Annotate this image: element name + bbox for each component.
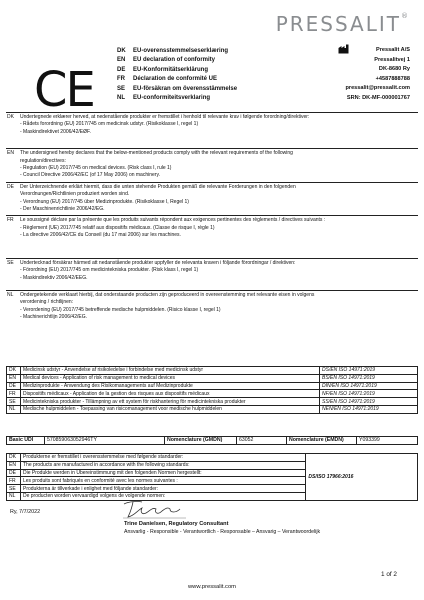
standard-description: Medical devices - Application of risk management to medical devices xyxy=(21,374,320,382)
declaration-line: - Maskindirektiv 2006/42/EEG. xyxy=(20,274,88,281)
footer-website: www.pressalit.com xyxy=(188,584,236,590)
language-code: NL xyxy=(7,405,21,413)
title-row xyxy=(117,46,307,56)
title-text: Déclaration de conformité UE xyxy=(133,76,218,83)
risk-standards-table xyxy=(6,366,418,414)
language-code: SE xyxy=(7,485,21,493)
declaration-line: Undertecknad försäkrar härmed att nedanstående produkter uppfyller de relevanta kraven i följande förordningar / direktiven: xyxy=(20,259,296,266)
language-code: DK xyxy=(7,114,14,120)
standard-description: Dispositifs médicaux - Application de la gestion des risques aux dispositifs médicaux xyxy=(21,390,320,398)
udi-label: Basic UDI xyxy=(7,437,45,445)
title-text: EU-overensstemmelseserklæring xyxy=(133,47,229,54)
declaration-dk xyxy=(6,112,418,138)
ce-mark: CE xyxy=(34,62,94,118)
language-code: FR xyxy=(7,390,21,398)
declaration-en xyxy=(6,148,418,182)
language-code: NL xyxy=(117,95,125,102)
manufacturer-address xyxy=(345,46,410,103)
declaration-line: - Règlement (UE) 2017/745 relatif aux dispositifs médicaux. (Classe de risque I, règle 1) xyxy=(20,224,215,231)
title-row xyxy=(117,94,307,104)
manufacturing-text: Produkterne er fremstillet i overensstemmelse med følgende standarder: xyxy=(20,454,305,462)
table-row xyxy=(7,390,418,398)
table-row xyxy=(7,437,418,445)
standard-reference: SS/EN ISO 14971:2019 xyxy=(320,398,418,406)
declaration-line: - Verordnung (EU) 2017/745 über Medizinprodukte. (Risikoklasse I, Regel 1) xyxy=(20,198,189,205)
declaration-line: - Maskindirektivet 2006/42/EØF. xyxy=(20,128,91,135)
language-code: SE xyxy=(7,398,21,406)
table-row xyxy=(7,405,418,413)
emdn-value: Y093399 xyxy=(357,437,418,445)
declaration-line: Der Unterzeichnende erklärt hiermit, dass die unten stehende Produkten gemäß die relevante Forderungen in den folgenden xyxy=(20,183,296,190)
table-row xyxy=(7,374,418,382)
language-code: FR xyxy=(7,217,14,224)
declaration-line: - Regulation (EU) 2017/745 on medical devices. (Risk class I, rule 1) xyxy=(20,165,172,172)
manufacturer-line: Pressalitvej 1 xyxy=(374,56,410,63)
declaration-line: - Förordning (EU) 2017/745 om medicintekniska produkter. (Risk klass I, regel 1) xyxy=(20,267,199,274)
declaration-line: Verordnungen/Richtlinien produziert worden sind. xyxy=(20,191,130,198)
declaration-fr xyxy=(6,215,418,241)
udi-value: 570859063052946TY xyxy=(45,437,165,445)
gmdn-label: Nomenclature (GMDN) xyxy=(165,437,237,445)
declaration-nl xyxy=(6,290,418,324)
table-row xyxy=(7,398,418,406)
manufacturer-line: pressalit@pressalit.com xyxy=(345,85,410,91)
standard-description: Medicinsk udstyr - Anvendelse af risikoledelse i forbindelse med medicinsk udstyr xyxy=(21,367,320,375)
manufacturing-text: The products are manufactured in accordance with the following standards: xyxy=(20,461,305,469)
manufacturing-text: De producten worden vervaardigd volgens de volgende normen: xyxy=(20,492,305,500)
language-code: EN xyxy=(7,461,21,469)
declaration-line: - Rådets forordning (EU) 2017/745 om medicinsk udstyr. (Risikoklasse I, regel 1) xyxy=(20,121,199,128)
standard-reference: NEN/EN ISO 14971:2019 xyxy=(320,405,418,413)
brand-logo: PRESSALIT® xyxy=(275,12,410,36)
declaration-de xyxy=(6,182,418,216)
title-row xyxy=(117,75,307,85)
declaration-line: verordening / richtlijnen: xyxy=(20,299,74,306)
manufacturer-line: +4587888788 xyxy=(375,75,410,82)
signer-roles: Ansvarlig - Responsible - Verantwortlich - Responsable – Ansvarig – Verantwoordelijk xyxy=(124,529,321,535)
declaration-se xyxy=(6,258,418,284)
title-row xyxy=(117,65,307,75)
brand-logo-text: PRESSALIT xyxy=(275,12,401,36)
declaration-line: - Machinerichtlijn 2006/42/EG. xyxy=(20,314,87,321)
place-date: Ry, 7/7/2022 xyxy=(10,509,41,515)
language-code: DE xyxy=(7,382,21,390)
title-text: EU declaration of conformity xyxy=(133,57,216,64)
language-code: FR xyxy=(7,477,21,485)
standard-reference: DS/EN ISO 14971:2019 xyxy=(320,367,418,375)
language-code: NL xyxy=(7,492,21,500)
table-row xyxy=(7,454,418,462)
standard-description: Medicintekniska produkter - Tillämpning av ett system för riskhantering för medicintekniska produkter xyxy=(21,398,320,406)
declaration-line: Le soussigné déclare par la présente que les produits suivants répondent aux exigences pertinentes des règlements / directives suivants : xyxy=(20,217,326,224)
handwritten-signature xyxy=(120,498,190,520)
standard-description: Medische hulpmiddelen - Toepassing van risicomanagement voor medische hulpmiddelen xyxy=(21,405,320,413)
page-number: 1 of 2 xyxy=(381,571,397,578)
language-code: FR xyxy=(117,76,125,83)
declaration-line: - Der Maschinenrichtlinie 2006/42/EG. xyxy=(20,206,105,213)
declaration-line: Undertegnede erklærer herved, at nedenstående produkter er fremstillet i henhold til relevante krav i følgende forordning/direktiver: xyxy=(20,114,310,120)
language-code: SE xyxy=(117,85,126,92)
manufacturer-line: SRN: DK-MF-000001767 xyxy=(346,94,410,101)
declaration-line: The undersigned hereby declares that the below-mentioned products comply with the relevant requirements of the following xyxy=(20,150,293,157)
standard-reference: DIN/EN ISO 14971:2019 xyxy=(320,382,418,390)
manufacturing-text: Les produits sont fabriqués en conformité avec les normes suivantes : xyxy=(20,477,305,485)
declaration-line: regulation/directives: xyxy=(20,157,66,164)
udi-table xyxy=(6,436,418,445)
emdn-label: Nomenclature (EMDN) xyxy=(287,437,357,445)
language-code: EN xyxy=(117,57,126,64)
declaration-blocks xyxy=(6,112,418,324)
standard-reference: NF/EN ISO 14971:2019 xyxy=(320,390,418,398)
manufacturing-standards-table xyxy=(6,453,418,501)
language-code: EN xyxy=(7,150,14,157)
language-code: DK xyxy=(7,454,21,462)
document-titles xyxy=(117,46,307,103)
standard-description: Medizinprodukte - Anwendung des Risikomanagements auf Medizinprodukte xyxy=(21,382,320,390)
language-code: SE xyxy=(7,259,14,266)
declaration-line: Ondergetekende verklaart hierbij, dat onderstaande producten zijn geproduceerd in overeenstemming met relevante eisen in volgens xyxy=(20,291,315,298)
title-text: EU-försäkran om överensstämmelse xyxy=(133,85,238,92)
declaration-line: - Verordening (EU) 2017/745 betreffende medische hulpmiddelen. (Risico klasse I, regel 1) xyxy=(20,306,221,313)
language-code: EN xyxy=(7,374,21,382)
gmdn-value: 63052 xyxy=(237,437,287,445)
standard-reference: BS/EN ISO 14971:2019 xyxy=(320,374,418,382)
declaration-line: - La directive 2006/42/CE du Conseil (du 17 mai 2006) sur les machines. xyxy=(20,232,181,239)
title-row xyxy=(117,84,307,94)
manufacturing-text: Die Produkte werden in Übereinstimmung mit den folgenden Normen hergestellt: xyxy=(20,469,305,477)
table-row xyxy=(7,382,418,390)
manufacturing-text: Produkterna är tillverkade i enlighet med följande standarder: xyxy=(20,485,305,493)
table-row xyxy=(7,367,418,375)
language-code: DE xyxy=(7,183,14,190)
manufacturing-standard: DS/ISO 17966:2016 xyxy=(306,454,418,501)
language-code: DK xyxy=(117,47,126,54)
declaration-line: - Council Directive 2006/42/EC (of 17 May 2006) on machinery. xyxy=(20,172,160,179)
language-code: DK xyxy=(7,367,21,375)
title-row xyxy=(117,56,307,66)
title-text: EU-Konformitätserklärung xyxy=(133,66,209,73)
signer-name: Trine Danielsen, Regulatory Consultant xyxy=(124,521,229,527)
title-text: EU-conformiteitsverklaring xyxy=(133,95,211,102)
manufacturer-line: Pressalit A/S xyxy=(376,47,410,53)
manufacturer-line: DK-8680 Ry xyxy=(378,66,410,72)
language-code: NL xyxy=(7,291,14,298)
language-code: DE xyxy=(7,469,21,477)
language-code: DE xyxy=(117,66,126,73)
